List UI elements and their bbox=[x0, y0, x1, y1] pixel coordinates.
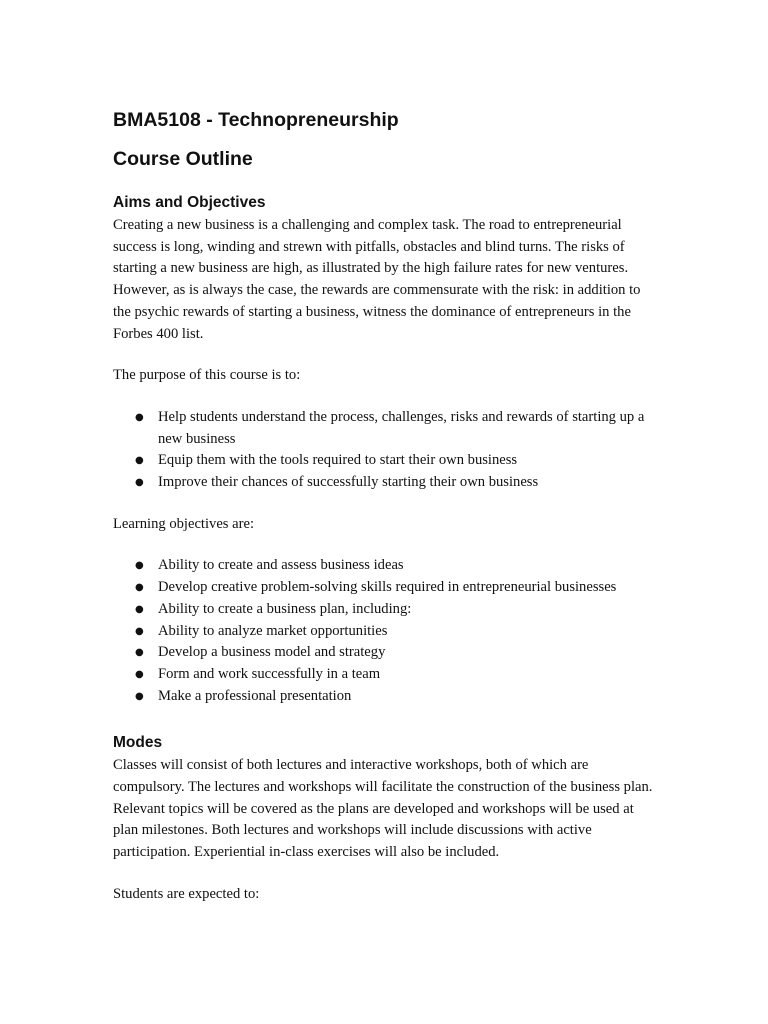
bullet-icon: ● bbox=[135, 477, 144, 489]
list-item bbox=[113, 664, 658, 686]
course-outline-title: Course Outline bbox=[113, 148, 253, 170]
bullet-icon: ● bbox=[135, 603, 144, 615]
document-page bbox=[113, 104, 658, 906]
list-item bbox=[113, 555, 658, 577]
list-item-text: Improve their chances of successfully starting their own business bbox=[158, 474, 539, 491]
list-item bbox=[113, 642, 658, 664]
list-item-text: Ability to analyze market opportunities bbox=[158, 622, 388, 639]
list-item-text: Develop a business model and strategy bbox=[158, 644, 386, 661]
list-item-text: Equip them with the tools required to start their own business bbox=[158, 452, 518, 469]
list-item bbox=[113, 621, 658, 643]
course-title: BMA5108 - Technopreneurship bbox=[113, 109, 399, 131]
list-item-text: Make a professional presentation bbox=[158, 687, 352, 704]
list-item-text: Help students understand the process, challenges, risks and rewards of starting up a new business bbox=[158, 408, 645, 447]
list-item bbox=[113, 472, 658, 494]
bullet-icon: ● bbox=[135, 582, 144, 594]
list-item-text: Ability to create a business plan, including: bbox=[158, 600, 412, 617]
aims-paragraph: Creating a new business is a challenging and complex task. The road to entrepreneurial success is long, winding and strewn with pitfalls, obstacles and blind turns. The risks of starting a new business are high, as illustrated by the high failure rates for new ventures. However, as is always the case, the rewards are commensurate with the risk: in addition to the psychic rewards of starting a business, witness the dominance of entrepreneurs in the Forbes 400 list. bbox=[113, 217, 641, 342]
bullet-icon: ● bbox=[135, 625, 144, 637]
bullet-icon: ● bbox=[135, 455, 144, 467]
list-item-text: Develop creative problem-solving skills required in entrepreneurial businesses bbox=[158, 579, 617, 596]
list-item bbox=[113, 686, 658, 708]
modes-paragraph: Classes will consist of both lectures and interactive workshops, both of which are compulsory. The lectures and workshops will facilitate the construction of the business plan. Relevant topics will be covered as the plans are developed and workshops will be used at plan milestones. Both lectures and workshops will include discussions with active participation. Experiential in-class exercises will also be included. bbox=[113, 757, 653, 861]
aims-heading: Aims and Objectives bbox=[113, 194, 266, 211]
bullet-icon: ● bbox=[135, 647, 144, 659]
list-item bbox=[113, 599, 658, 621]
modes-heading: Modes bbox=[113, 734, 163, 752]
objectives-list bbox=[113, 555, 658, 707]
purpose-list bbox=[113, 407, 658, 494]
bullet-icon: ● bbox=[135, 690, 144, 702]
expectations-intro: Students are expected to: bbox=[113, 885, 260, 902]
bullet-icon: ● bbox=[135, 668, 144, 680]
objectives-intro: Learning objectives are: bbox=[113, 515, 255, 532]
list-item-text: Form and work successfully in a team bbox=[158, 665, 381, 682]
list-item bbox=[113, 450, 658, 472]
list-item-text: Ability to create and assess business ideas bbox=[158, 557, 404, 574]
bullet-icon: ● bbox=[135, 411, 144, 423]
list-item bbox=[113, 407, 658, 450]
purpose-intro: The purpose of this course is to: bbox=[113, 367, 301, 384]
bullet-icon: ● bbox=[135, 560, 144, 572]
list-item bbox=[113, 577, 658, 599]
